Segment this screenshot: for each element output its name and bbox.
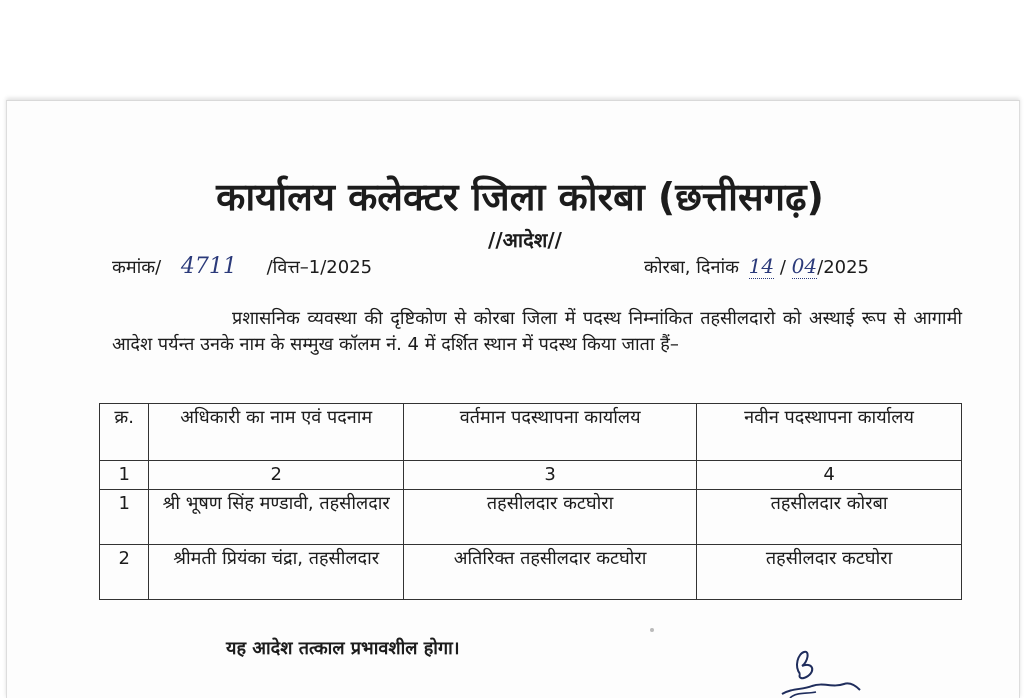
header-sno: क्र. xyxy=(100,404,149,461)
row-current-office: तहसीलदार कटघोरा xyxy=(404,490,697,545)
order-body-text: प्रशासनिक व्यवस्था की दृष्टिकोण से कोरबा जिला में पदस्थ निम्नांकित तहसीलदारो को अस्थाई रूप से आगामी आदेश पर्यन्त उनके नाम के सम्मुख कॉलम नं. 4 में दर्शित स्थान में पदस्थ किया जाता हैं– xyxy=(112,308,962,355)
reference-number: 4711 xyxy=(180,254,237,279)
paper-speck xyxy=(650,628,654,632)
header-current-office: वर्तमान पदस्थापना कार्यालय xyxy=(404,404,697,461)
row-sno: 1 xyxy=(100,490,149,545)
posting-table xyxy=(99,403,962,600)
signature-icon xyxy=(772,644,862,698)
date-label: कोरबा, दिनांक xyxy=(644,257,739,278)
row-officer-name: श्रीमती प्रियंका चंद्रा, तहसीलदार xyxy=(149,545,404,600)
reference-suffix: /वित्त–1/2025 xyxy=(266,257,373,278)
order-effect-note: यह आदेश तत्काल प्रभावशील होगा। xyxy=(226,638,460,659)
header-new-office: नवीन पदस्थापना कार्यालय xyxy=(697,404,962,461)
reference-label: कमांक/ xyxy=(112,257,162,278)
column-number: 2 xyxy=(149,461,404,490)
office-title: कार्यालय कलेक्टर जिला कोरबा (छत्तीसगढ़) xyxy=(216,175,824,219)
order-heading: //आदेश// xyxy=(488,228,562,252)
date-day: 14 xyxy=(748,254,775,278)
reference-number-line xyxy=(112,254,372,279)
date-month: 04 xyxy=(791,254,818,278)
column-number: 4 xyxy=(697,461,962,490)
row-new-office: तहसीलदार कोरबा xyxy=(697,490,962,545)
row-sno: 2 xyxy=(100,545,149,600)
date-year: 2025 xyxy=(823,257,870,278)
column-number: 1 xyxy=(100,461,149,490)
date-sep-2: / xyxy=(817,257,824,278)
table-header-row xyxy=(100,404,962,461)
row-new-office: तहसीलदार कटघोरा xyxy=(697,545,962,600)
date-line xyxy=(644,254,869,279)
table-column-number-row xyxy=(100,461,962,490)
date-sep: / xyxy=(779,257,786,278)
row-officer-name: श्री भूषण सिंह मण्डावी, तहसीलदार xyxy=(149,490,404,545)
table-row xyxy=(100,490,962,545)
column-number: 3 xyxy=(404,461,697,490)
row-current-office: अतिरिक्त तहसीलदार कटघोरा xyxy=(404,545,697,600)
table-row xyxy=(100,545,962,600)
header-officer-name: अधिकारी का नाम एवं पदनाम xyxy=(149,404,404,461)
